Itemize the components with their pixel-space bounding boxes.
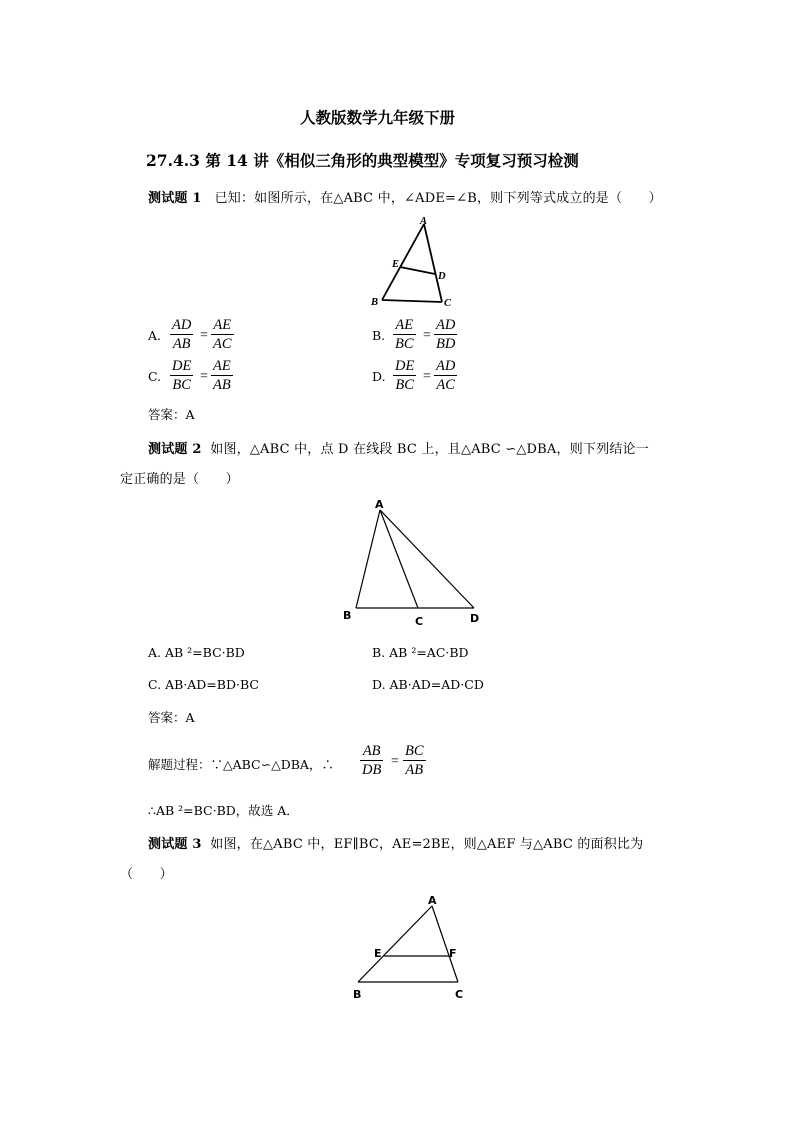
fraction-numerator: BC <box>405 743 424 759</box>
q3-segment-ab <box>358 906 432 982</box>
q2-solution-lhs <box>360 742 383 779</box>
q1-label-d: D <box>438 271 446 282</box>
q1-label-e: E <box>392 259 400 270</box>
fraction-numerator: AD <box>436 358 456 374</box>
fraction-numerator: AE <box>393 316 416 335</box>
q3-label-c: C <box>455 988 464 1001</box>
page-title: 人教版数学九年级下册 <box>300 108 456 127</box>
q3-line-2: （ ） <box>120 867 173 882</box>
fraction-denominator: DB <box>362 762 382 778</box>
q1-option-d-lhs <box>393 357 416 394</box>
fraction-denominator: AB <box>213 377 231 393</box>
q2-segment-ad <box>380 510 474 608</box>
q3-figure <box>346 888 476 1006</box>
q2-figure <box>338 496 488 628</box>
equals-sign: = <box>391 754 399 769</box>
fraction-numerator: DE <box>172 358 192 374</box>
q2-label-a: A <box>375 498 384 511</box>
q1-answer: 答案：A <box>148 407 195 422</box>
q1-option-b-lhs <box>393 316 416 353</box>
q2-solution-prefix: 解题过程：∵△ABC∽△DBA，∴ <box>148 757 334 772</box>
q3-label-b: B <box>353 988 362 1001</box>
equals-sign: = <box>423 369 431 384</box>
q2-line-1 <box>148 438 649 457</box>
q1-label-b: B <box>371 297 379 308</box>
q1-option-d-rhs <box>434 357 457 394</box>
fraction-denominator: AB <box>405 762 424 778</box>
q1-option-c-lhs <box>170 357 193 394</box>
q2-label: 测试题 2 <box>148 442 202 457</box>
fraction-denominator: BC <box>395 336 414 352</box>
q3-label-e: E <box>374 947 382 960</box>
q1-line <box>148 187 662 206</box>
q1-option-a-rhs <box>211 316 234 353</box>
fraction-numerator: AB <box>360 742 383 761</box>
q3-label: 测试题 3 <box>148 837 202 852</box>
page-subtitle: 27.4.3 第 14 讲《相似三角形的典型模型》专项复习预习检测 <box>146 151 579 170</box>
q3-line-1 <box>148 833 643 852</box>
equals-sign: = <box>200 369 208 384</box>
q1-triangle-right-side <box>424 224 442 302</box>
q2-solution-rhs <box>403 742 426 779</box>
q2-line-2: 定正确的是（ ） <box>120 472 239 487</box>
q1-option-d-letter: D. <box>372 369 386 384</box>
q1-figure <box>362 212 462 312</box>
fraction-denominator: BC <box>395 377 414 393</box>
q1-text: 已知：如图所示，在△ABC 中，∠ADE=∠B，则下列等式成立的是（ ） <box>214 191 662 206</box>
q2-answer: 答案：A <box>148 710 195 725</box>
q3-label-a: A <box>428 894 437 907</box>
fraction-denominator: AC <box>436 377 455 393</box>
q2-segment-ab <box>356 510 380 608</box>
q1-option-b-letter: B. <box>372 328 386 343</box>
q1-option-a-lhs <box>170 316 193 353</box>
q1-label: 测试题 1 <box>148 191 202 206</box>
q2-label-c: C <box>415 615 424 628</box>
fraction-denominator: BD <box>436 336 456 352</box>
q2-label-d: D <box>470 612 480 625</box>
q1-option-c-rhs <box>211 357 233 394</box>
q1-label-c: C <box>444 298 452 309</box>
q2-text-1: 如图，△ABC 中，点 D 在线段 BC 上，且△ABC ∽△DBA，则下列结论一 <box>210 442 649 457</box>
q2-option-d: D. AB·AD=AD·CD <box>372 677 484 692</box>
q2-option-b: B. AB ²=AC·BD <box>372 645 469 660</box>
fraction-numerator: AD <box>436 317 456 333</box>
q1-option-a-letter: A. <box>148 328 162 343</box>
q1-triangle-base <box>382 300 442 302</box>
fraction-numerator: AD <box>172 317 192 333</box>
fraction-numerator: AE <box>213 358 231 374</box>
q2-option-c: C. AB·AD=BD·BC <box>148 677 259 692</box>
equals-sign: = <box>200 328 208 343</box>
equals-sign: = <box>423 328 431 343</box>
q1-triangle-left-side <box>382 224 424 300</box>
q1-segment-ed <box>400 267 435 274</box>
q2-solution-line-2: ∴AB ²=BC·BD，故选 A． <box>148 803 299 818</box>
q3-segment-ac <box>432 906 458 982</box>
q2-option-a: A. AB ²=BC·BD <box>148 645 245 660</box>
fraction-denominator: BC <box>172 377 191 393</box>
q1-label-a: A <box>420 216 428 227</box>
q2-label-b: B <box>343 609 352 622</box>
q2-segment-ac <box>380 510 418 608</box>
fraction-denominator: AB <box>172 336 191 352</box>
fraction-numerator: AE <box>211 316 234 335</box>
q1-option-b-rhs <box>434 316 457 353</box>
fraction-numerator: DE <box>395 358 415 374</box>
q1-option-c-letter: C. <box>148 369 162 384</box>
q3-text-1: 如图，在△ABC 中，EF∥BC，AE=2BE，则△AEF 与△ABC 的面积比为 <box>210 837 644 852</box>
fraction-denominator: AC <box>213 336 232 352</box>
q3-label-f: F <box>449 947 457 960</box>
